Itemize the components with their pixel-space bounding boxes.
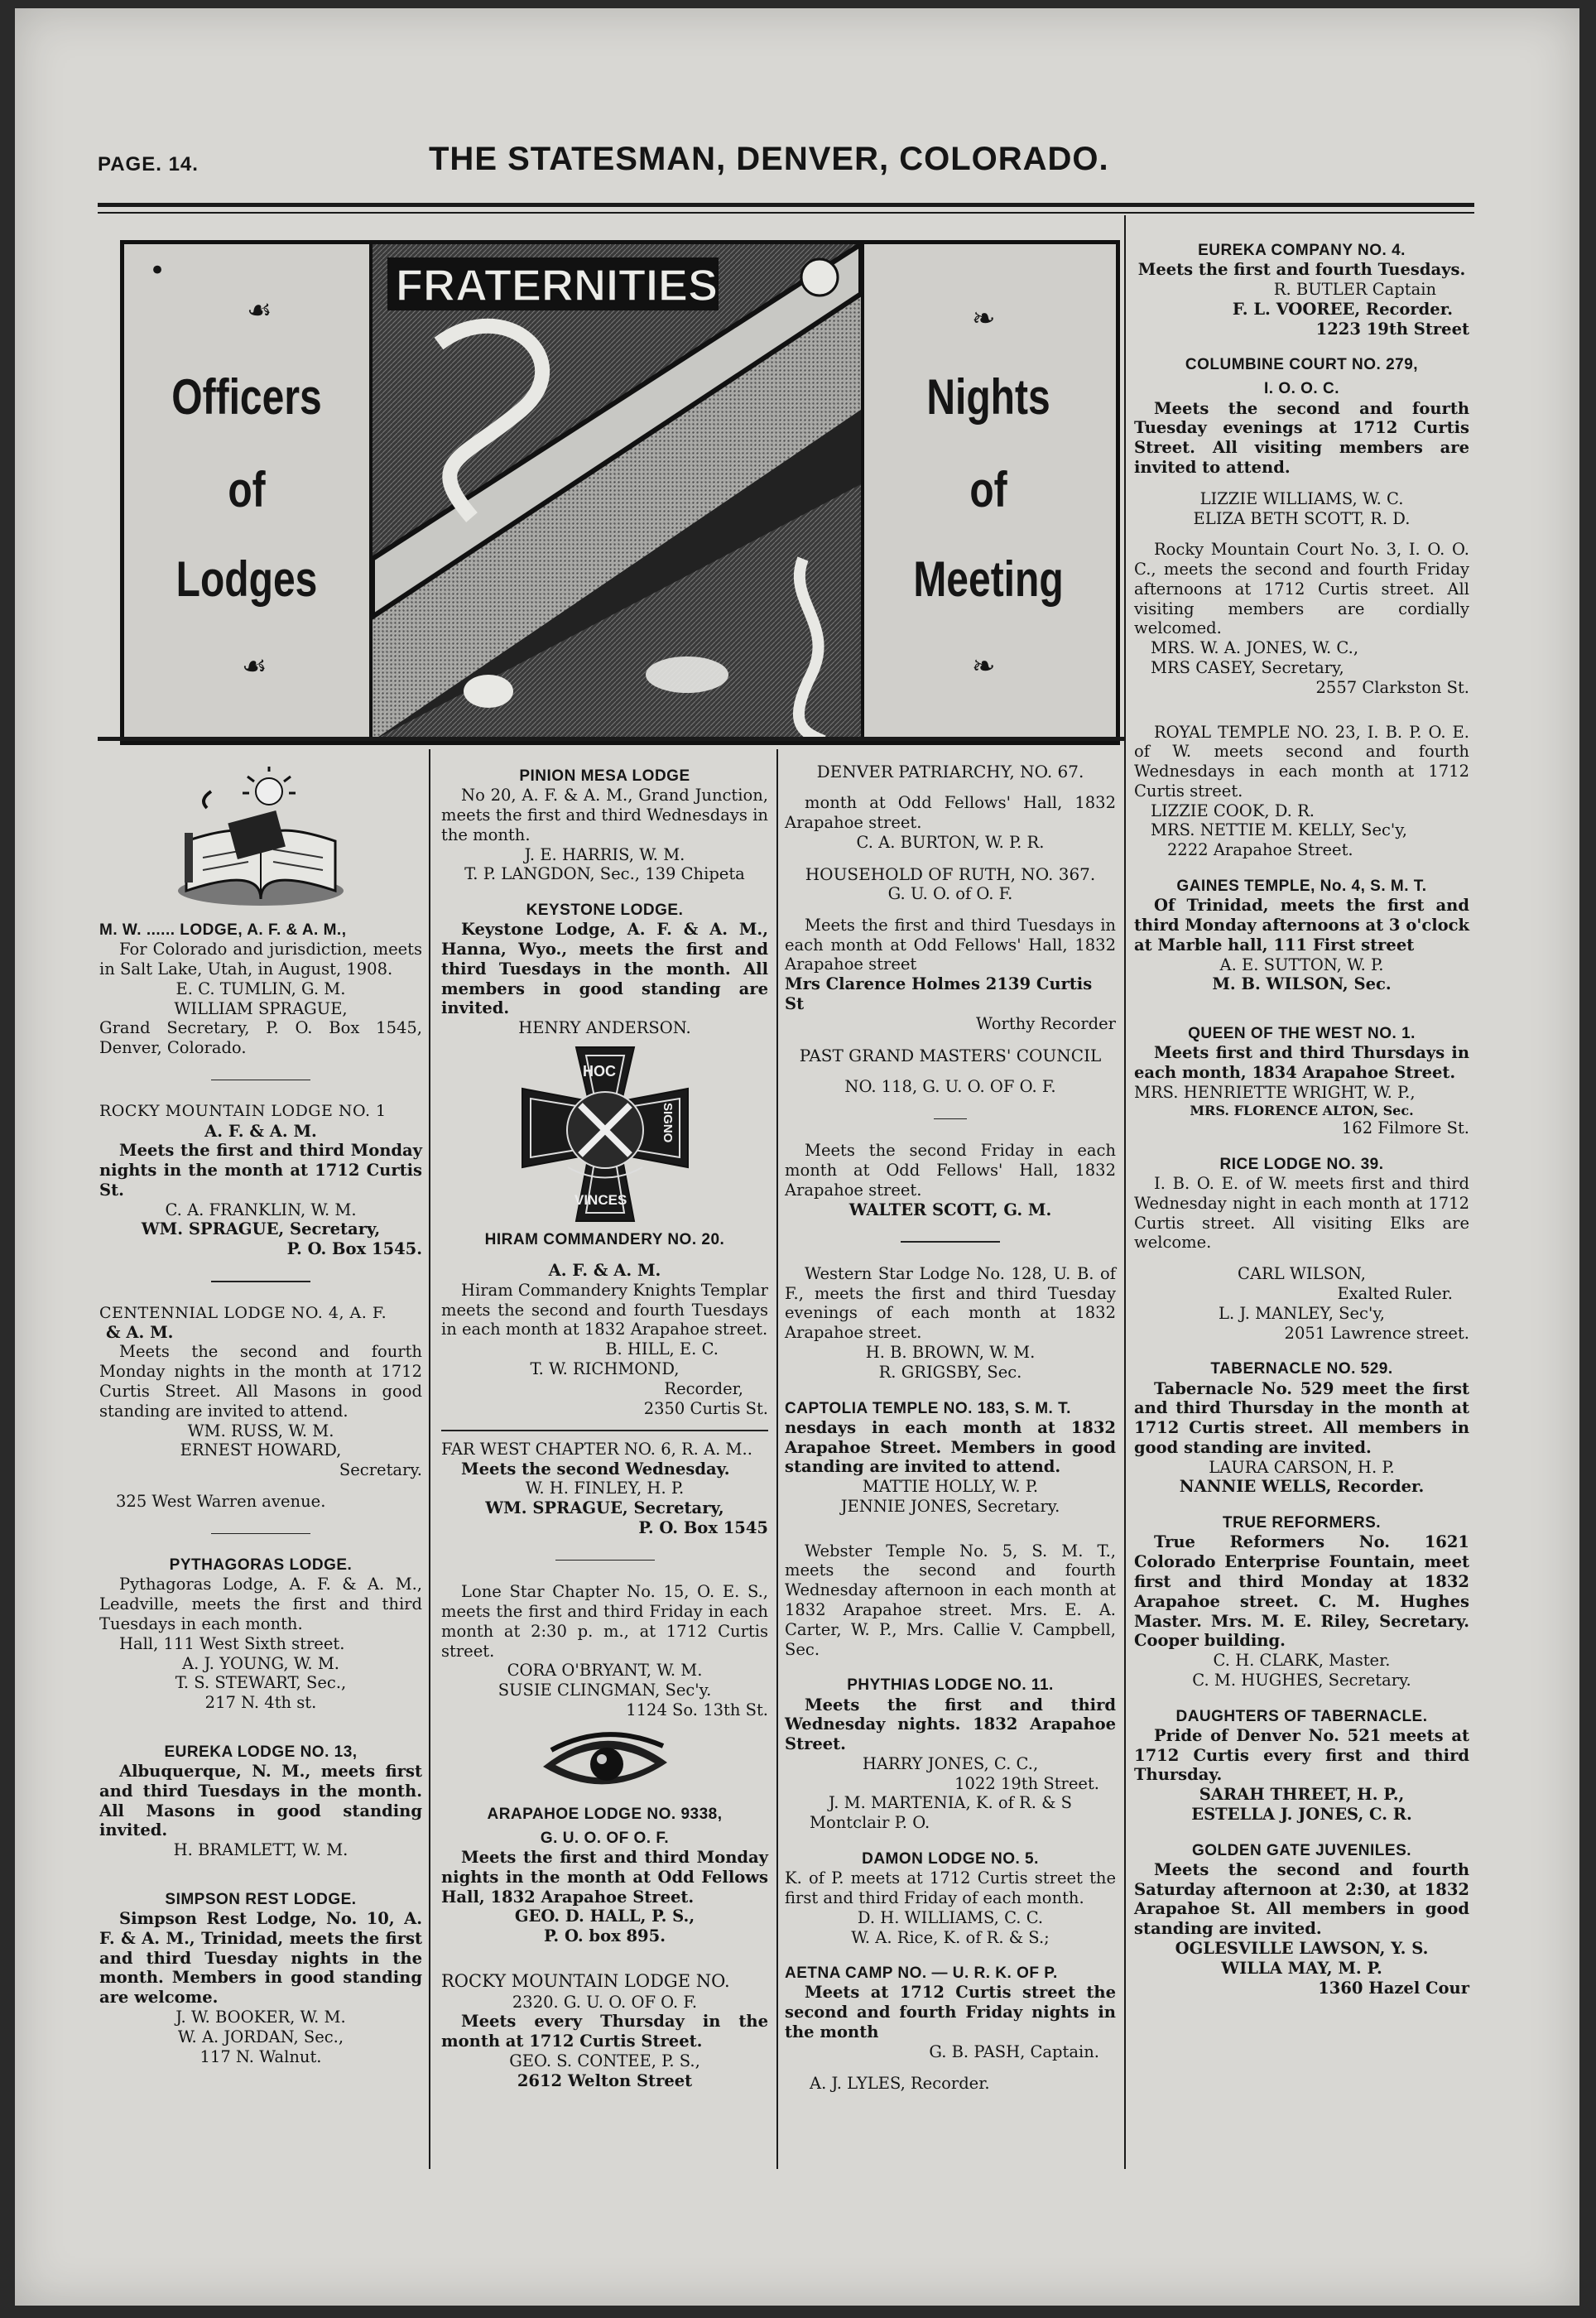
fleuron-icon: ❧ xyxy=(972,302,996,335)
pythagoras-officer-3: 217 N. 4th st. xyxy=(204,1693,317,1713)
royal-temple-body: ROYAL TEMPLE NO. 23, I. B. P. O. E. of W. meets second and fourth Wednesdays in each month at 1712 Curtis street. xyxy=(1134,722,1469,801)
daughters-of-tabernacle-title: DAUGHTERS OF TABERNACLE. xyxy=(1175,1707,1428,1725)
divider xyxy=(934,1118,967,1120)
mw-lodge-officer-1: E. C. TUMLIN, G. M. xyxy=(175,979,346,998)
rocky-mountain-guoof-subtitle: 2320. G. U. O. OF O. F. xyxy=(512,1992,698,2012)
column-3 xyxy=(785,762,1116,2093)
keystone-body: Keystone Lodge, A. F. & A. M., Hanna, Wyo., meets the first and third Tuesdays in the month. All members in good standing are invited. xyxy=(441,920,768,1018)
rml-body: Meets the first and third Monday nights in the month at 1712 Curtis St. xyxy=(99,1141,422,1200)
divider xyxy=(901,1241,1000,1243)
queen-of-west-body: Meets first and third Thursdays in each month, 1834 Arapahoe Street. xyxy=(1134,1043,1469,1083)
tabernacle-officer-1: LAURA CARSON, H. P. xyxy=(1209,1457,1395,1477)
far-west-title: FAR WEST CHAPTER NO. 6, R. A. M.. xyxy=(441,1439,752,1459)
denver-patriarchy-body: month at Odd Fellows' Hall, 1832 Arapahoe street. xyxy=(785,793,1116,833)
pinion-mesa-officer-1: J. E. HARRIS, W. M. xyxy=(524,844,685,864)
eureka-company-title: EUREKA COMPANY NO. 4. xyxy=(1198,242,1406,259)
past-grand-masters-subtitle: NO. 118, G. U. O. OF O. F. xyxy=(844,1076,1056,1096)
banner-right-line-2: of xyxy=(969,462,1007,517)
arapahoe-lodge-title: ARAPAHOE LODGE NO. 9338, xyxy=(487,1805,723,1823)
divider xyxy=(211,1533,310,1535)
emblem-signo: SIGNO xyxy=(660,1102,675,1143)
past-grand-masters-body: Meets the second Friday in each month at Odd Fellows' Hall, 1832 Arapahoe street. xyxy=(785,1141,1116,1200)
divider xyxy=(211,1281,310,1282)
golden-gate-title: GOLDEN GATE JUVENILES. xyxy=(1191,1841,1412,1859)
pinion-mesa-body: No 20, A. F. & A. M., Grand Junction, meets the first and third Wednesdays in the month. xyxy=(441,786,768,844)
column-rule xyxy=(1124,215,1126,2169)
banner-right-panel xyxy=(861,244,1113,741)
phythias-lodge-officer-3: J. M. MARTENIA, K. of R. & S xyxy=(828,1793,1073,1813)
simpson-rest-body: Simpson Rest Lodge, No. 10, A. F. & A. M., Trinidad, meets the first and third Tuesday nights in the month. Members in good standing are welcome. xyxy=(99,1909,422,2008)
header-rule-thin xyxy=(98,212,1474,214)
gaines-temple-officer-2: M. B. WILSON, Sec. xyxy=(1212,974,1392,994)
dot-ornament-icon: • xyxy=(149,254,166,287)
centennial-officer-1: WM. RUSS, W. M. xyxy=(187,1421,334,1440)
lone-star-body: Lone Star Chapter No. 15, O. E. S., meets the first and third Friday in each month at 2:30 p. m., at 1712 Curtis street. xyxy=(441,1582,768,1661)
phythias-lodge-officer-4: Montclair P. O. xyxy=(810,1813,930,1833)
pinion-mesa-title: PINION MESA LODGE xyxy=(519,767,690,785)
columbine-court-body: Meets the second and fourth Tuesday evenings at 1712 Curtis Street. All visiting members are invited to attend. xyxy=(1134,398,1469,477)
royal-temple-officer-3: 2222 Arapahoe Street. xyxy=(1167,840,1353,860)
eureka-lodge-title: EUREKA LODGE NO. 13, xyxy=(164,1743,358,1761)
rml-officer-2: WM. SPRAGUE, Secretary, xyxy=(141,1219,381,1239)
damon-lodge-officer-1: D. H. WILLIAMS, C. C. xyxy=(857,1907,1044,1927)
rml-officer-1: C. A. FRANKLIN, W. M. xyxy=(165,1200,357,1219)
mw-lodge-body: For Colorado and jurisdiction, meets in Salt Lake, Utah, in August, 1908. xyxy=(99,940,422,979)
keystone-title: KEYSTONE LODGE. xyxy=(526,902,684,920)
hiram-commandery-subtitle: A. F. & A. M. xyxy=(548,1261,661,1281)
simpson-rest-officer-2: W. A. JORDAN, Sec., xyxy=(177,2027,344,2046)
household-of-ruth-title: HOUSEHOLD OF RUTH, NO. 367. xyxy=(805,863,1096,884)
queen-of-west-officer-3: 162 Filmore St. xyxy=(1341,1118,1469,1138)
tabernacle-officer-2: NANNIE WELLS, Recorder. xyxy=(1179,1477,1425,1497)
pythagoras-officer-1: A. J. YOUNG, W. M. xyxy=(181,1653,339,1673)
phythias-lodge-body: Meets the first and third Wednesday nights. 1832 Arapahoe Street. xyxy=(785,1695,1116,1754)
rice-lodge-officer-4: 2051 Lawrence street. xyxy=(1284,1323,1469,1343)
column-rule xyxy=(776,749,778,2169)
mw-lodge-officer-3: Grand Secretary, P. O. Box 1545, Denver, Colorado. xyxy=(99,1018,422,1058)
queen-of-west-title: QUEEN OF THE WEST NO. 1. xyxy=(1188,1025,1416,1043)
newspaper-page xyxy=(15,8,1579,2306)
rocky-mountain-guoof-officer-2: 2612 Welton Street xyxy=(517,2070,693,2090)
banner-left-line-2: of xyxy=(228,462,266,517)
pythagoras-title: PYTHAGORAS LODGE. xyxy=(169,1556,353,1575)
daughters-of-tabernacle-body: Pride of Denver No. 521 meets at 1712 Curtis every first and third Thursday. xyxy=(1134,1725,1469,1785)
true-reformers-body: True Reformers No. 1621 Colorado Enterprise Fountain, meet first and third Monday at 1832 Arapahoe street. C. M. Hughes Master. Mrs. M. E. Riley, Secretary. Cooper building. xyxy=(1134,1532,1469,1651)
rocky-mountain-court-officer-1: MRS. W. A. JONES, W. C., xyxy=(1151,638,1359,658)
golden-gate-body: Meets the second and fourth Saturday afternoon at 2:30, at 1832 Arapahoe St. All members in good standing are invited. xyxy=(1134,1859,1469,1939)
daughters-of-tabernacle-officer-2: ESTELLA J. JONES, C. R. xyxy=(1191,1804,1412,1824)
pythagoras-body: Pythagoras Lodge, A. F. & A. M., Leadville, meets the first and third Tuesdays in each month. xyxy=(99,1575,422,1633)
gaines-temple-title: GAINES TEMPLE, No. 4, S. M. T. xyxy=(1176,878,1427,896)
aetna-camp-body: Meets at 1712 Curtis street the second and fourth Friday nights in the month xyxy=(785,1983,1116,2042)
tabernacle-title: TABERNACLE NO. 529. xyxy=(1210,1360,1393,1378)
phythias-lodge-title: PHYTHIAS LODGE NO. 11. xyxy=(847,1676,1054,1695)
true-reformers-officer-1: C. H. CLARK, Master. xyxy=(1213,1651,1391,1671)
hiram-commandery-officer-4: 2350 Curtis St. xyxy=(643,1398,768,1418)
rocky-mountain-court-officer-2: MRS CASEY, Secretary, xyxy=(1151,658,1344,678)
fleuron-icon: ☙ xyxy=(247,294,272,327)
column-4 xyxy=(1134,236,1469,1998)
column-1 xyxy=(99,762,422,2066)
household-of-ruth-officer-2: Worthy Recorder xyxy=(976,1013,1116,1033)
captolia-temple-body: nesdays in each month at 1832 Arapahoe Street. Members in good standing are invited to attend. xyxy=(785,1417,1116,1477)
centennial-officer-2: ERNEST HOWARD, xyxy=(180,1440,342,1460)
far-west-officer-2: WM. SPRAGUE, Secretary, xyxy=(485,1498,724,1518)
centennial-officer-3: Secretary. xyxy=(339,1460,422,1480)
royal-temple-officer-2: MRS. NETTIE M. KELLY, Sec'y, xyxy=(1151,820,1407,840)
golden-gate-officer-3: 1360 Hazel Cour xyxy=(1318,1978,1469,1998)
rocky-mountain-guoof-body: Meets every Thursday in the month at 1712 Curtis Street. xyxy=(441,2012,768,2051)
far-west-officer-3: P. O. Box 1545 xyxy=(638,1517,768,1537)
banner-left-line-1: Officers xyxy=(171,369,322,425)
banner-bottom-rule xyxy=(98,737,1124,741)
hiram-commandery-body: Hiram Commandery Knights Templar meets the second and fourth Tuesdays in each month at 1832 Arapahoe street. xyxy=(441,1280,768,1339)
eureka-company-officer-1: R. BUTLER Captain xyxy=(1273,279,1436,299)
fleuron-icon: ❧ xyxy=(972,650,996,683)
denver-patriarchy-officer-1: C. A. BURTON, W. P. R. xyxy=(856,832,1045,852)
captolia-temple-officer-1: MATTIE HOLLY, W. P. xyxy=(862,1477,1039,1497)
eureka-company-officer-3: 1223 19th Street xyxy=(1315,319,1469,339)
western-star-body: Western Star Lodge No. 128, U. B. of F., meets the first and third Tuesday evenings of each month at 1832 Arapahoe street. xyxy=(785,1263,1116,1343)
arapahoe-lodge-subtitle: G. U. O. OF O. F. xyxy=(540,1829,670,1847)
household-of-ruth-officer-1: Mrs Clarence Holmes 2139 Curtis St xyxy=(785,974,1093,1014)
columbine-court-title: COLUMBINE COURT NO. 279, xyxy=(1185,356,1419,374)
eureka-company-body: Meets the first and fourth Tuesdays. xyxy=(1137,260,1466,280)
banner-right-line-3: Meeting xyxy=(913,551,1064,607)
banner-left-panel xyxy=(124,244,373,741)
column-rule xyxy=(429,749,430,2169)
rice-lodge-body: I. B. O. E. of W. meets first and third Wednesday night in each month at 1712 Curtis street. All visiting Elks are welcome. xyxy=(1134,1174,1469,1253)
rice-lodge-officer-3: L. J. MANLEY, Sec'y, xyxy=(1219,1303,1385,1323)
page-number: PAGE. 14. xyxy=(98,153,199,176)
arapahoe-lodge-officer-1: GEO. D. HALL, P. S., xyxy=(514,1907,695,1926)
true-reformers-officer-2: C. M. HUGHES, Secretary. xyxy=(1192,1670,1411,1690)
eureka-company-officer-2: F. L. VOOREE, Recorder. xyxy=(1232,299,1453,319)
arapahoe-lodge-officer-2: P. O. box 895. xyxy=(544,1926,666,1946)
royal-temple-officer-1: LIZZIE COOK, D. R. xyxy=(1151,801,1315,820)
fraternities-illustration xyxy=(373,244,861,741)
open-book-emblem-icon xyxy=(170,767,352,916)
arapahoe-lodge-body: Meets the first and third Monday nights in the month at Odd Fellows Hall, 1832 Arapahoe Street. xyxy=(441,1848,768,1907)
masthead: THE STATESMAN, DENVER, COLORADO. xyxy=(429,141,1109,177)
pythagoras-hall: Hall, 111 West Sixth street. xyxy=(119,1633,345,1653)
denver-patriarchy-title: DENVER PATRIARCHY, NO. 67. xyxy=(816,762,1084,781)
emblem-vinces: VINCES xyxy=(574,1191,627,1208)
emblem-hoc: HOC xyxy=(582,1062,616,1080)
household-of-ruth-subtitle: G. U. O. of O. F. xyxy=(887,884,1013,904)
divider xyxy=(555,1560,655,1561)
captolia-temple-officer-2: JENNIE JONES, Secretary. xyxy=(840,1496,1060,1516)
centennial-body: Meets the second and fourth Monday nights in the month at 1712 Curtis Street. All Masons in good standing are invited to attend. xyxy=(99,1342,422,1421)
aetna-camp-title: AETNA CAMP NO. — U. R. K. OF P. xyxy=(785,1965,1058,1983)
lone-star-officer-3: 1124 So. 13th St. xyxy=(626,1700,768,1719)
rocky-mountain-court-body: Rocky Mountain Court No. 3, I. O. O. C., meets the second and fourth Friday afternoons at 1712 Curtis street. All visiting members are cordially welcomed. xyxy=(1134,540,1469,638)
daughters-of-tabernacle-officer-1: SARAH THREET, H. P., xyxy=(1199,1785,1405,1805)
western-star-officer-2: R. GRIGSBY, Sec. xyxy=(878,1362,1022,1382)
rocky-mountain-guoof-officer-1: GEO. S. CONTEE, P. S., xyxy=(509,2051,700,2070)
columbine-court-subtitle: I. O. O. C. xyxy=(1263,380,1339,398)
divider xyxy=(441,1430,768,1431)
rocky-mountain-guoof-title: ROCKY MOUNTAIN LODGE NO. xyxy=(441,1970,730,1991)
centennial-title: CENTENNIAL LODGE NO. 4, A. F. xyxy=(99,1303,387,1322)
queen-of-west-officer-2: MRS. FLORENCE ALTON, Sec. xyxy=(1190,1102,1414,1118)
queen-of-west-officer-1: MRS. HENRIETTE WRIGHT, W. P., xyxy=(1134,1082,1416,1102)
fraternities-banner xyxy=(120,240,1120,745)
divider xyxy=(211,1080,310,1081)
aetna-camp-officer-1: G. B. PASH, Captain. xyxy=(929,2041,1099,2061)
rocky-mountain-court-officer-3: 2557 Clarkston St. xyxy=(1315,677,1469,697)
gaines-temple-body: Of Trinidad, meets the first and third Monday afternoons at 3 o'clock at Marble hall, 111 First street xyxy=(1134,896,1469,955)
rml-title: ROCKY MOUNTAIN LODGE NO. 1 xyxy=(99,1102,387,1121)
webster-temple-body: Webster Temple No. 5, S. M. T., meets the second and fourth Wednesday afternoon in each month at 1832 Arapahoe street. Mrs. E. A. Carter, W. P., Mrs. Callie V. Campbell, Sec. xyxy=(785,1541,1116,1659)
header-rule-thick xyxy=(98,203,1474,207)
banner-right-line-1: Nights xyxy=(926,369,1050,425)
true-reformers-title: TRUE REFORMERS. xyxy=(1222,1514,1382,1532)
damon-lodge-officer-2: W. A. Rice, K. of R. & S.; xyxy=(851,1927,1050,1947)
past-grand-masters-title: PAST GRAND MASTERS' COUNCIL xyxy=(799,1045,1102,1065)
damon-lodge-title: DAMON LODGE NO. 5. xyxy=(862,1849,1039,1868)
household-of-ruth-body: Meets the first and third Tuesdays in each month at Odd Fellows' Hall, 1832 Arapahoe street xyxy=(785,915,1116,974)
columbine-court-officer-1: LIZZIE WILLIAMS, W. C. xyxy=(1199,488,1404,508)
golden-gate-officer-2: WILLA MAY, M. P. xyxy=(1221,1958,1382,1978)
captolia-temple-title: CAPTOLIA TEMPLE NO. 183, S. M. T. xyxy=(785,1399,1071,1417)
tabernacle-body: Tabernacle No. 529 meet the first and third Thursday in the month at 1712 Curtis street. All members in good standing are invited. xyxy=(1134,1378,1469,1457)
far-west-officer-1: W. H. FINLEY, H. P. xyxy=(525,1479,685,1498)
fleuron-icon: ☙ xyxy=(242,650,267,683)
lone-star-officer-1: CORA O'BRYANT, W. M. xyxy=(507,1661,703,1681)
rml-subtitle: A. F. & A. M. xyxy=(204,1121,317,1141)
damon-lodge-body: K. of P. meets at 1712 Curtis street the first and third Friday of each month. xyxy=(785,1868,1116,1907)
pythagoras-officer-2: T. S. STEWART, Sec., xyxy=(175,1673,347,1693)
hiram-commandery-officer-2: T. W. RICHMOND, xyxy=(530,1359,680,1379)
simpson-rest-title: SIMPSON REST LODGE. xyxy=(165,1890,357,1908)
eureka-lodge-body: Albuquerque, N. M., meets first and third Tuesdays in the month. All Masons in good standing invited. xyxy=(99,1762,422,1840)
hiram-commandery-officer-1: B. HILL, E. C. xyxy=(605,1339,719,1359)
columbine-court-officer-2: ELIZA BETH SCOTT, R. D. xyxy=(1193,508,1411,528)
mw-lodge-officer-2: WILLIAM SPRAGUE, xyxy=(174,998,348,1018)
banner-left-line-3: Lodges xyxy=(175,551,318,607)
golden-gate-officer-1: OGLESVILLE LAWSON, Y. S. xyxy=(1175,1939,1429,1959)
rml-officer-3: P. O. Box 1545. xyxy=(286,1239,422,1259)
lone-star-officer-2: SUSIE CLINGMAN, Sec'y. xyxy=(498,1681,712,1700)
column-2 xyxy=(441,762,768,2091)
rice-lodge-officer-1: CARL WILSON, xyxy=(1238,1264,1366,1284)
centennial-address: 325 West Warren avenue. xyxy=(116,1491,326,1511)
hiram-commandery-title: HIRAM COMMANDERY NO. 20. xyxy=(484,1230,725,1248)
phythias-lodge-officer-1: HARRY JONES, C. C., xyxy=(862,1753,1039,1773)
all-seeing-eye-icon xyxy=(539,1725,671,1800)
hiram-commandery-officer-3: Recorder, xyxy=(664,1378,743,1398)
phythias-lodge-officer-2: 1022 19th Street. xyxy=(954,1773,1099,1793)
rice-lodge-title: RICE LODGE NO. 39. xyxy=(1219,1155,1384,1173)
gaines-temple-officer-1: A. E. SUTTON, W. P. xyxy=(1219,955,1384,974)
centennial-subtitle: & A. M. xyxy=(106,1322,174,1342)
templar-cross-emblem-icon xyxy=(518,1043,692,1225)
mw-lodge-title: M. W. ...... LODGE, A. F. & A. M., xyxy=(99,921,347,939)
eureka-lodge-officer-1: H. BRAMLETT, W. M. xyxy=(173,1840,349,1860)
past-grand-masters-officer-1: WALTER SCOTT, G. M. xyxy=(848,1200,1052,1219)
simpson-rest-officer-3: 117 N. Walnut. xyxy=(200,2046,322,2066)
keystone-officer-1: HENRY ANDERSON. xyxy=(518,1018,691,1038)
western-star-officer-1: H. B. BROWN, W. M. xyxy=(865,1343,1036,1363)
rice-lodge-officer-2: Exalted Ruler. xyxy=(1337,1284,1453,1304)
aetna-camp-officer-2: A. J. LYLES, Recorder. xyxy=(810,2073,990,2093)
pinion-mesa-officer-2: T. P. LANGDON, Sec., 139 Chipeta xyxy=(464,864,745,884)
banner-title: FRATERNITIES xyxy=(396,261,718,310)
far-west-body: Meets the second Wednesday. xyxy=(461,1459,730,1479)
simpson-rest-officer-1: J. W. BOOKER, W. M. xyxy=(175,2008,346,2027)
